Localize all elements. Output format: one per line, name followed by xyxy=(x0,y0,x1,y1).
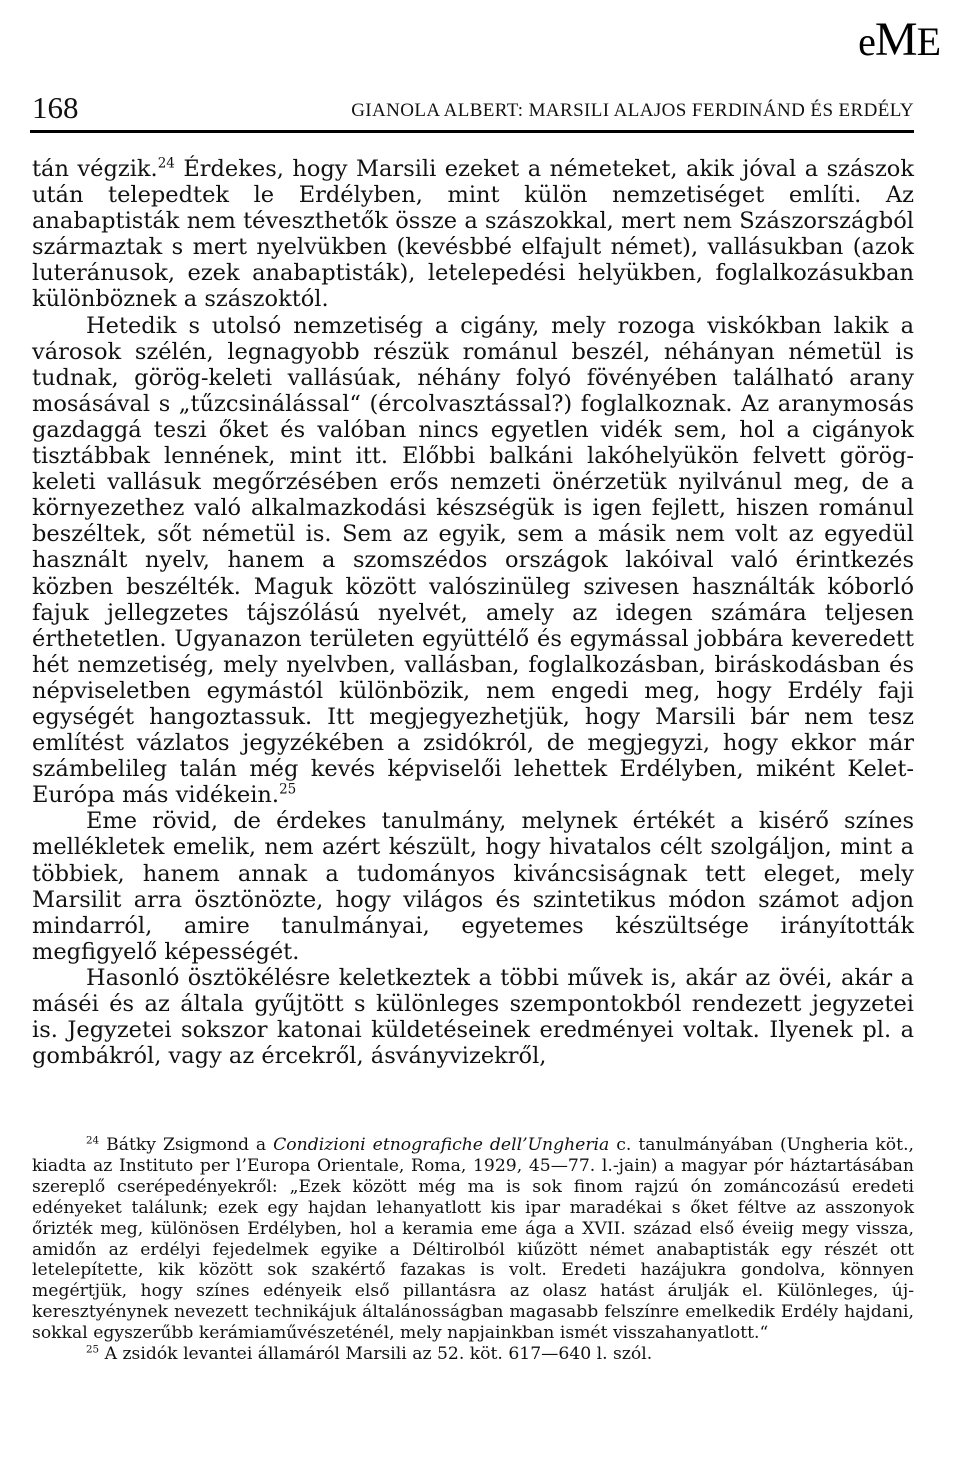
footnotes xyxy=(32,1135,914,1365)
publisher-logo: eME xyxy=(858,13,940,66)
paragraph-3: Eme rövid, de érdekes tanulmány, melynek értékét a kisérő színes mellékletek emelik, nem azért készült, hogy hivatalos célt szolgáljon, mint a többiek, hanem annak a tudományos kiváncsiságnak tett eleget, mely Marsilit arra ösztönözte, hogy világos és szintetikus módon számot adjon mindarról, amire tanulmányai, egyetemes készültsége irányították megfigyelő képességét. xyxy=(32,808,914,965)
running-title: GIANOLA ALBERT: MARSILI ALAJOS FERDINÁND ÉS ERDÉLY xyxy=(351,100,914,121)
footnote-25: $^{25}$ A zsidók levantei államáról Marsili az 52. köt. 617—640 l. szól. xyxy=(86,1343,653,1365)
footnote-ref-25: 25 xyxy=(279,781,297,798)
paragraph-1: tán végzik.$^{24}$ Érdekes, hogy Marsili ezeket a németeket, akik jóval a szászok után telepedtek le Erdélyben, mint külön nemzetiséget említi. Az anabaptisták nem téveszthetők össze a szászokkal, mert nem Szászországból származtak s mert nyelvükben (kevésbbé elfajult német), vallásukban (azok luteránusok, ezek anabaptisták), letelepedési helyükben, foglalkozásukban különböznek a szászoktól. xyxy=(32,155,914,313)
body-text xyxy=(32,156,914,1069)
page-number: 168 xyxy=(32,90,79,125)
paragraph-4: Hasonló ösztökélésre keletkeztek a többi művek is, akár az övéi, akár a máséi és az általa gyűjtött s különleges szempontokból rendezett jegyzetei is. Jegyzetei sokszor katonai küldetéseinek eredményei voltak. Ilyenek pl. a gombákról, vagy az ércekről, ásványvizekről, xyxy=(32,964,914,1070)
cited-title: Condizioni etnografiche dell’Ungheria xyxy=(273,1135,610,1155)
footnote-24: $^{24}$ Bátky Zsigmond a Condizioni etnografiche dell’Ungheria c. tanulmányában (Ungheria köt., kiadta az Instituto per l’Europa Orientale, Roma, 1929, 45—77. l.-jain) a magyar pór háztartásában szereplő cserépedényekről: „Ezek között még ma is sok finom rajzú ón zománcozású eredeti edényeket találunk; ezek egy hajdan lehanyatlott kis ipar maradékai s őket féltve az asszonyok őrizték meg, különösen Erdélyben, hol a keramia eme ága a XVII. század első éveiig megy vissza, amidőn az erdélyi fejedelmek egyike a Déltirolból kiűzött német anabaptisták egy részét ott letelepítette, kik között sok szakértő fazakas is volt. Eredeti hazájukra gondolva, könnyen megértjük, hogy színes edényeik első pillantásra az olasz hatást árulják el. Különleges, újkeresztyénynek nevezett technikájuk általánosságban magasabb felszínre emelkedik Erdély hajdani, sokkal egyszerűbb kerámiaművészeténél, mely napjainkban ismét visszahanyatlott.“ xyxy=(32,1134,914,1344)
paragraph-2: Hetedik s utolsó nemzetiség a cigány, mely rozoga viskókban lakik a városok szélén, legnagyobb részük románul beszél, néhányan németül is tudnak, görög-keleti vallásúak, néhány folyó fövényében található arany mosásával s „tűzcsinálással“ (ércolvasztással?) foglalkoznak. Az aranymosás gazdaggá teszi őket és valóban nincs egyetlen vidék sem, hol a cigányok tisztábbak lennének, mint itt. Előbbi balkáni lakóhelyükön felvett görög-keleti vallásuk megőrzésében erős nemzeti önérzetük nyilvánul meg, de a környezethez való alkalmazkodási készségük is igen fejlett, hiszen románul beszéltek, sőt németül is. Sem az egyik, sem a másik nem volt az egyedül használt nyelv, hanem a szomszédos országok lakóival való érintkezés közben beszélték. Maguk között valószinüleg szivesen használták kóborló fajuk jellegzetes tájszólású nyelvét, amely az idegen számára teljesen érthetetlen. Ugyanazon területen együttélő és egymással jobbára keveredett hét nemzetiség, mely nyelvben, vallásban, foglalkozásban, biráskodásban és népviseletben egymástól különbözik, nem engedi meg, hogy Erdély faji egységét hangoztassuk. Itt megjegyezhetjük, hogy Marsili bár nem tesz említést vázlatos jegyzékében a zsidókról, de megjegyzi, hogy ekkor már számbelileg talán még kevés képviselői lehettek Erdélyben, miként Kelet-Európa más vidékein.$^{25}$ xyxy=(32,312,914,809)
footnote-ref-24: 24 xyxy=(157,155,175,172)
page-header xyxy=(30,90,914,133)
